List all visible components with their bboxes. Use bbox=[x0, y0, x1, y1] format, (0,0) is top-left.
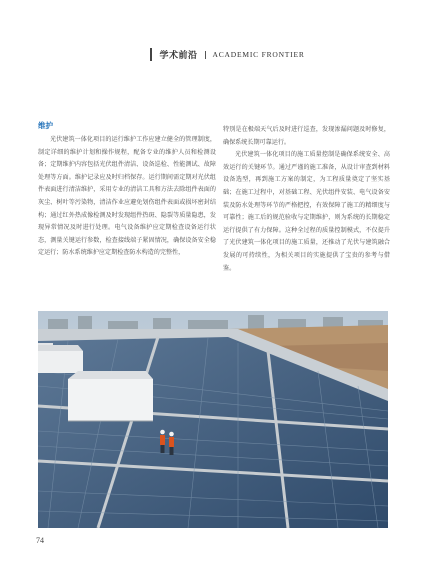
body-column-right bbox=[223, 124, 390, 275]
running-header bbox=[150, 48, 305, 61]
body-column-left bbox=[38, 134, 216, 260]
section-title: 维护 bbox=[38, 121, 53, 130]
header-section-en: ACADEMIC FRONTIER bbox=[212, 50, 305, 59]
solar-roof-photo bbox=[38, 311, 388, 528]
header-section-cn: 学术前沿 bbox=[159, 51, 198, 61]
paragraph-continuation: 特别是在极端天气后及时进行巡查，发现渗漏问题及时修复，确保系统长期可靠运行。 bbox=[223, 126, 390, 146]
page-number: 74 bbox=[36, 536, 44, 545]
paragraph-conclusion: 光伏建筑一体化项目的施工质量控制是确保系统安全、高效运行的关键环节。通过严谨的施工准备，从设计审查到材料设备选型，再到施工方案的制定，为工程质量奠定了坚实基础；在施工过程中，对基础工程、光伏组件安装、电气设备安装及防水处理等环节的严格把控，有效保障了施工的精细度与可靠性；施工后的规范验收与定期维护，则为系统的长期稳定运行提供了有力保障。这种全过程的质量控制模式，不仅提升了光伏建筑一体化项目的施工质量，还推动了光伏与建筑融合发展的可持续性，为相关项目的实施提供了宝贵的参考与借鉴。 bbox=[223, 151, 390, 272]
paragraph-maintenance: 光伏建筑一体化项目的运行维护工作应建立健全的管理制度，制定详细的维护计划和操作规程，配备专业的维护人员和检测设备；定期维护内容包括光伏组件清洁、设备巡检、性能测试、故障处理等方面。维护记录应及时归档保存。运行期间需定期对光伏组件表面进行清洁维护，采用专业的清洁工具和方法去除组件表面的灰尘、树叶等污染物，清洁作业应避免划伤组件表面或损坏密封结构；通过红外热成像检测及时发现组件热斑、隐裂等质量隐患，发现异常情况及时进行处理。电气设备维护应定期检查设备运行状态，测量关键运行参数，检查接线端子紧固情况，确保设备安全稳定运行；防水系统维护应定期检查防水构造的完整性， bbox=[38, 136, 216, 257]
solar-roof-illustration bbox=[38, 311, 388, 528]
header-separator bbox=[205, 51, 206, 59]
header-bar bbox=[150, 48, 152, 61]
